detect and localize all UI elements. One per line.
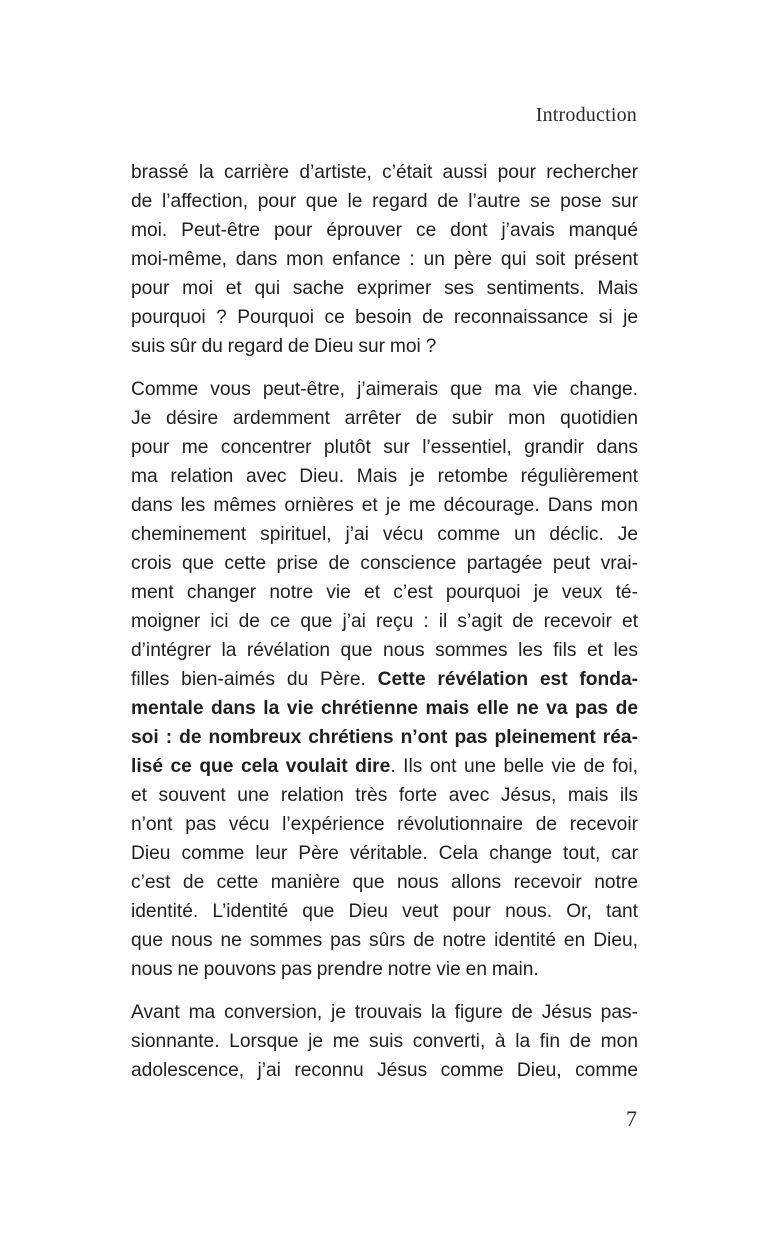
text-line: moi. Peut-être pour éprouver ce dont j’avais manqué [131, 220, 638, 241]
text-line: Avant ma conversion, je trouvais la figure de Jésus pas- [131, 1002, 638, 1023]
page-number: 7 [626, 1106, 637, 1131]
text-run: . Ils ont une belle vie de foi, [390, 756, 638, 777]
text-line: moigner ici de ce que j’ai reçu : il s’agit de recevoir et [131, 611, 638, 632]
text-line: et souvent une relation très forte avec Jésus, mais ils [131, 785, 638, 806]
bold-text-run: soi : de nombreux chrétiens n’ont pas pleinement réa- [131, 727, 638, 748]
bold-text-line [131, 694, 638, 723]
bold-text-run: lisé ce que cela voulait dire [131, 756, 391, 777]
text-line: brassé la carrière d’artiste, c’était aussi pour rechercher [131, 162, 638, 183]
text-line: de l’affection, pour que le regard de l’autre se pose sur [131, 191, 638, 212]
text-line-mixed [131, 752, 638, 781]
running-header: Introduction [535, 104, 637, 126]
text-line: cheminement spirituel, j’ai vécu comme un déclic. Je [131, 524, 638, 545]
text-line: sionnante. Lorsque je me suis converti, à la fin de mon [131, 1031, 638, 1052]
text-line: ment changer notre vie et c’est pourquoi je veux té- [131, 582, 638, 603]
text-line: que nous ne sommes pas sûrs de notre identité en Dieu, [131, 930, 638, 951]
text-line: Dieu comme leur Père véritable. Cela change tout, car [131, 843, 638, 864]
bold-text-run: Cette révélation est fonda- [377, 669, 638, 690]
text-line-mixed [131, 665, 638, 694]
text-line: Comme vous peut-être, j’aimerais que ma vie change. [131, 379, 638, 400]
text-line: pour me concentrer plutôt sur l’essentiel, grandir dans [131, 437, 638, 458]
bold-text-line [131, 723, 638, 752]
text-line: nous ne pouvons pas prendre notre vie en main. [131, 959, 539, 980]
text-line: Je désire ardemment arrêter de subir mon quotidien [131, 408, 638, 429]
text-line: ma relation avec Dieu. Mais je retombe régulièrement [131, 466, 638, 487]
text-line: n’ont pas vécu l’expérience révolutionnaire de recevoir [131, 814, 638, 835]
text-line: suis sûr du regard de Dieu sur moi ? [131, 336, 437, 357]
text-line: dans les mêmes ornières et je me décourage. Dans mon [131, 495, 638, 516]
paragraph-1 [131, 158, 638, 361]
text-line: identité. L’identité que Dieu veut pour nous. Or, tant [131, 901, 638, 922]
text-line: pourquoi ? Pourquoi ce besoin de reconnaissance si je [131, 307, 638, 328]
paragraph-3 [131, 998, 638, 1085]
paragraph-2 [131, 375, 638, 984]
text-line: moi-même, dans mon enfance : un père qui soit présent [131, 249, 638, 270]
text-run: filles bien-aimés du Père. [131, 669, 378, 690]
body-text [131, 158, 638, 1085]
bold-text-run: mentale dans la vie chrétienne mais elle ne va pas de [131, 698, 638, 719]
text-line: d’intégrer la révélation que nous sommes les fils et les [131, 640, 638, 661]
text-line: pour moi et qui sache exprimer ses sentiments. Mais [131, 278, 638, 299]
paragraph-gap [131, 984, 638, 998]
text-line: c’est de cette manière que nous allons recevoir notre [131, 872, 638, 893]
paragraph-gap [131, 361, 638, 375]
text-line: adolescence, j’ai reconnu Jésus comme Dieu, comme [131, 1060, 638, 1081]
text-line: crois que cette prise de conscience partagée peut vrai- [131, 553, 638, 574]
